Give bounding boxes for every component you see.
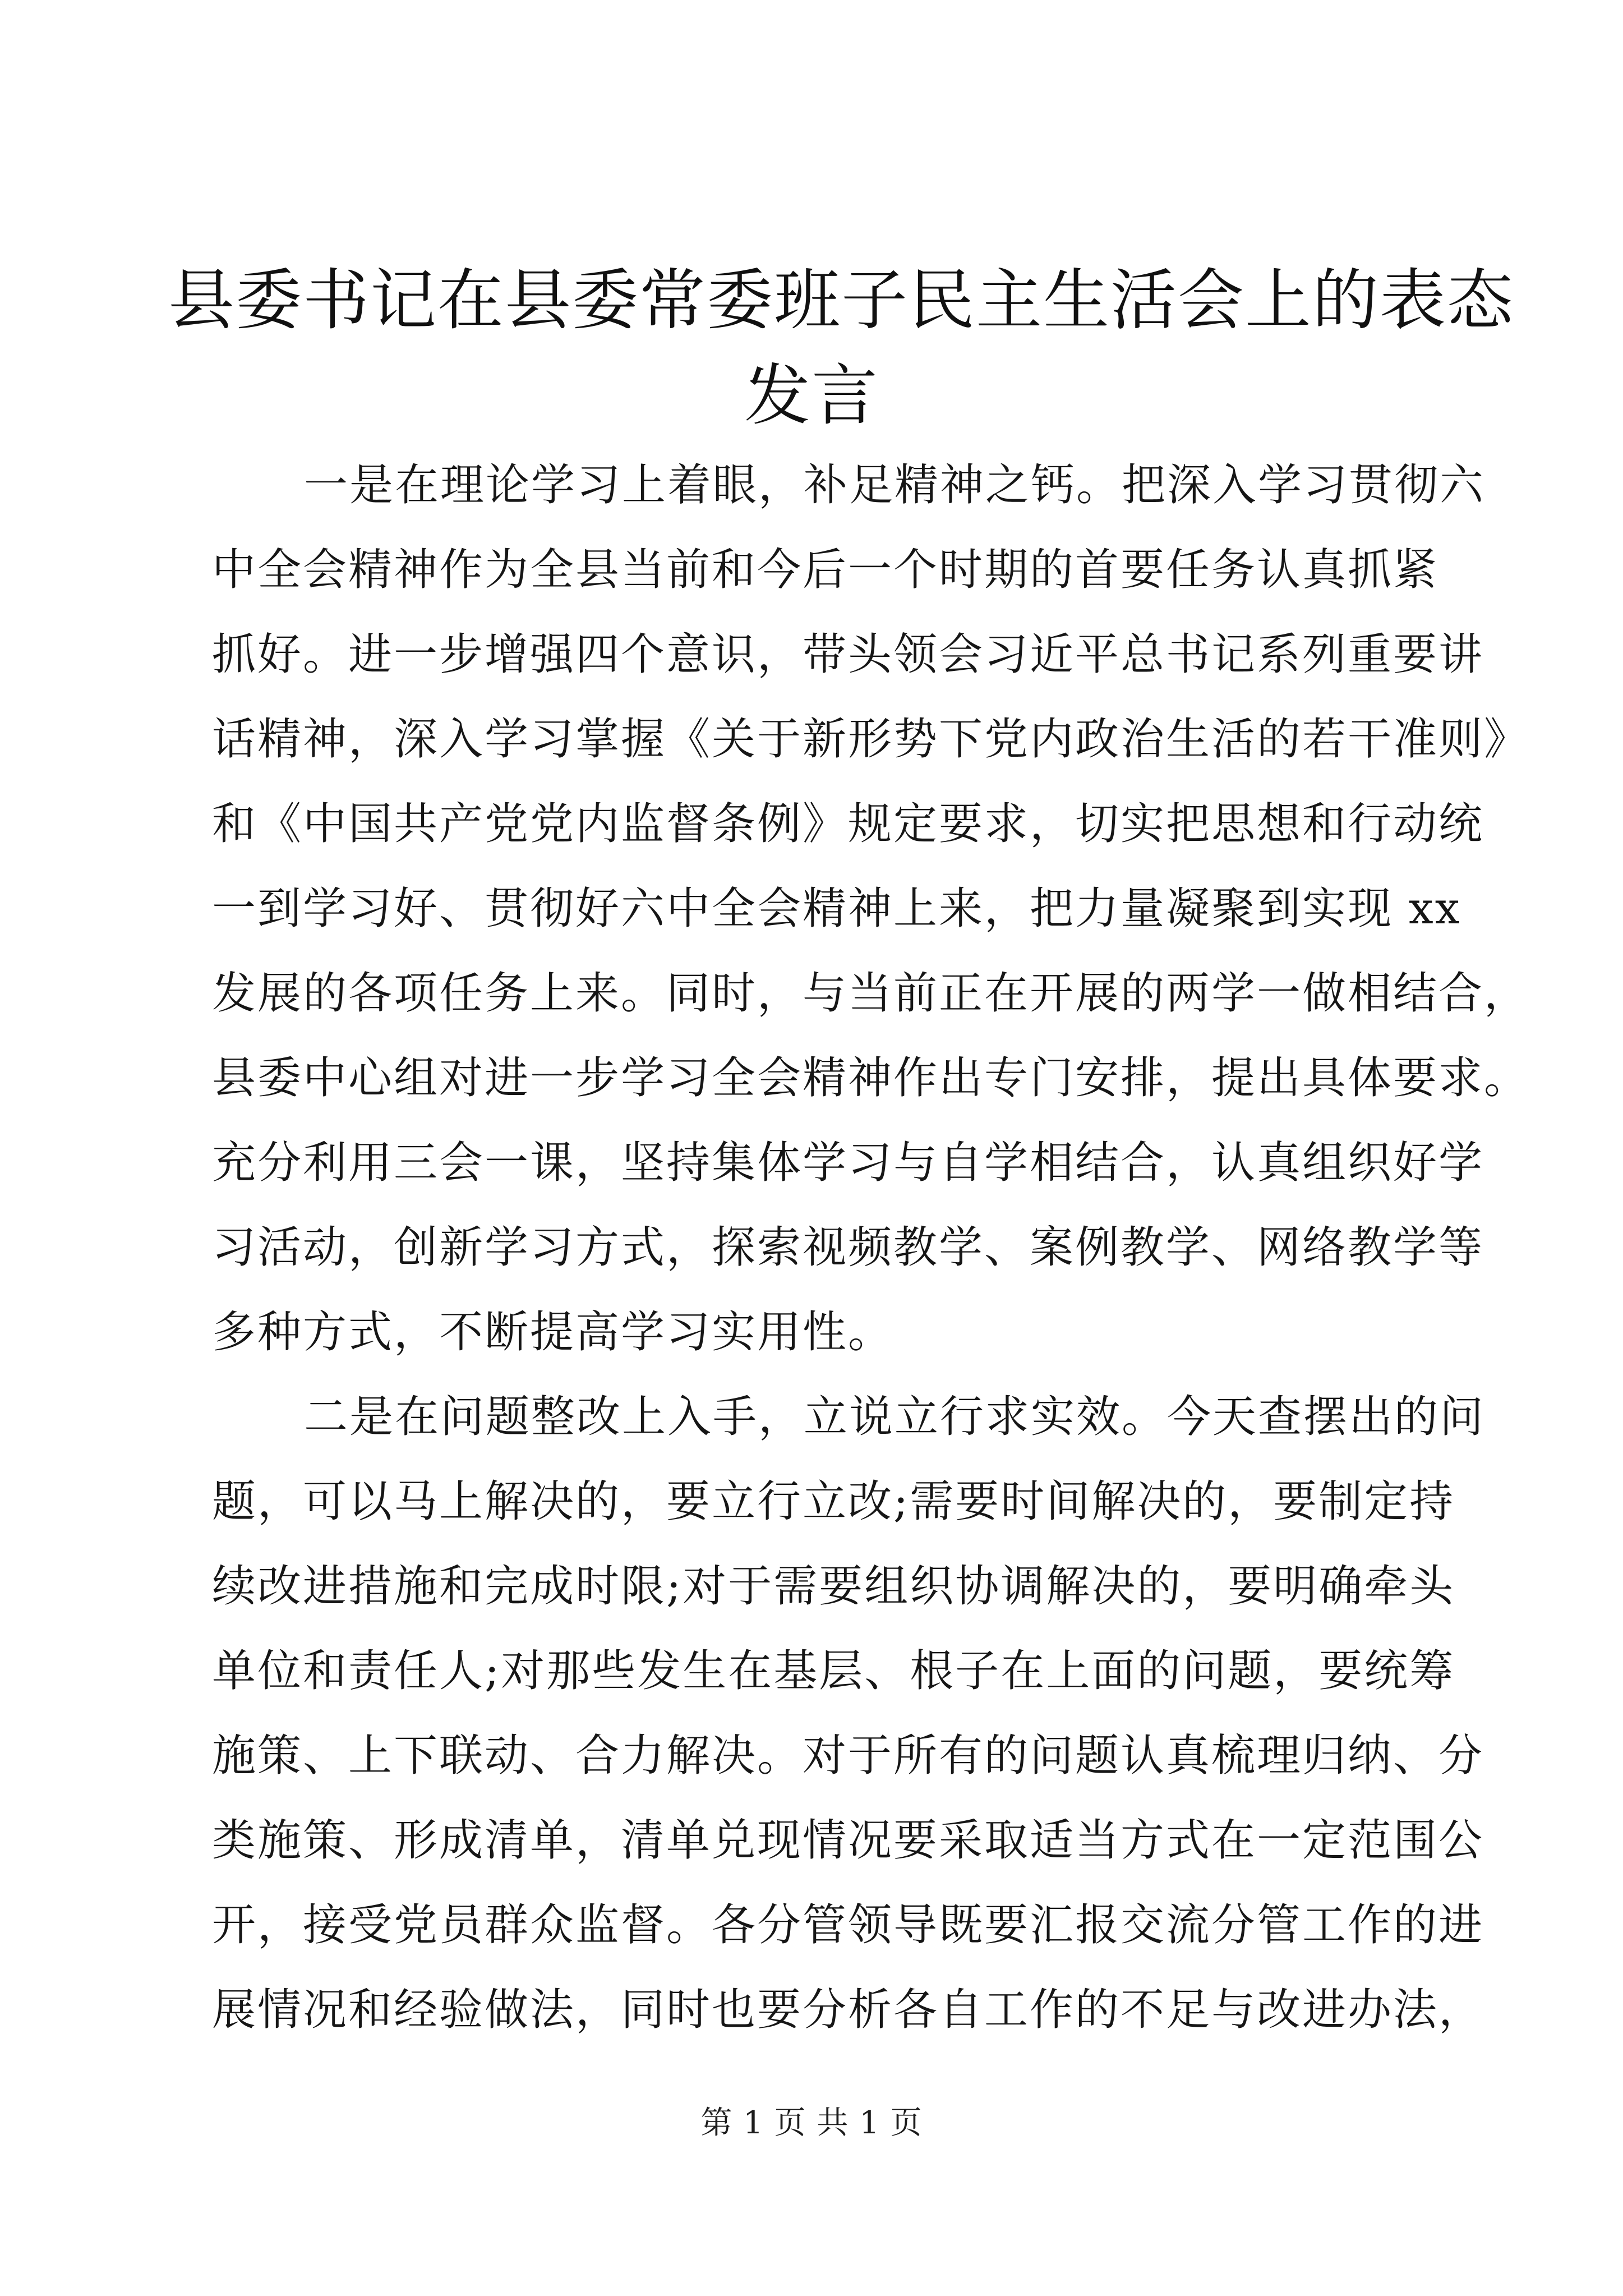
text-line: 展情况和经验做法，同时也要分析各自工作的不足与改进办法， xyxy=(212,1985,1484,2035)
text-line: 开，接受党员群众监督。各分管领导既要汇报交流分管工作的进 xyxy=(212,1900,1484,1950)
text-line: 题，可以马上解决的，要立行立改;需要时间解决的，要制定持 xyxy=(212,1476,1455,1527)
text-line: 施策、上下联动、合力解决。对于所有的问题认真梳理归纳、分 xyxy=(212,1731,1484,1781)
paragraph-problem-rectification xyxy=(212,1375,1486,2053)
text-line: 二是在问题整改上入手，立说立行求实效。今天查摆出的问 xyxy=(304,1392,1486,1442)
page-number-footer: 第 1 页 共 1 页 xyxy=(700,2105,923,2141)
text-line: 中全会精神作为全县当前和今后一个时期的首要任务认真抓紧 xyxy=(212,545,1439,595)
text-line: 类施策、形成清单，清单兑现情况要采取适当方式在一定范围公 xyxy=(212,1815,1484,1866)
text-line: 县委中心组对进一步学习全会精神作出专门安排，提出具体要求。 xyxy=(212,1053,1530,1103)
text-line: 单位和责任人;对那些发生在基层、根子在上面的问题，要统筹 xyxy=(212,1646,1455,1696)
text-line: 抓好。进一步增强四个意识，带头领会习近平总书记系列重要讲 xyxy=(212,629,1484,680)
text-line: 发展的各项任务上来。同时，与当前正在开展的两学一做相结合， xyxy=(212,968,1530,1019)
text-line: 习活动，创新学习方式，探索视频教学、案例教学、网络教学等 xyxy=(212,1222,1484,1273)
text-line: 续改进措施和完成时限;对于需要组织协调解决的，要明确牵头 xyxy=(212,1561,1455,1612)
title-line: 发言 xyxy=(744,357,879,434)
text-line: 一到学习好、贯彻好六中全会精神上来，把力量凝聚到实现 xx xyxy=(212,884,1461,934)
text-line: 一是在理论学习上着眼，补足精神之钙。把深入学习贯彻六 xyxy=(304,460,1486,510)
text-line: 充分利用三会一课，坚持集体学习与自学相结合，认真组织好学 xyxy=(212,1138,1484,1188)
text-line: 和《中国共产党党内监督条例》规定要求，切实把思想和行动统 xyxy=(212,799,1484,849)
document-title xyxy=(168,252,1515,443)
document-body xyxy=(212,443,1530,2053)
text-line: 多种方式，不断提高学习实用性。 xyxy=(212,1307,894,1358)
text-line: 话精神，深入学习掌握《关于新形势下党内政治生活的若干准则》 xyxy=(212,714,1530,765)
title-line: 县委书记在县委常委班子民主生活会上的表态 xyxy=(168,261,1515,339)
paragraph-theory-study xyxy=(212,443,1530,1375)
